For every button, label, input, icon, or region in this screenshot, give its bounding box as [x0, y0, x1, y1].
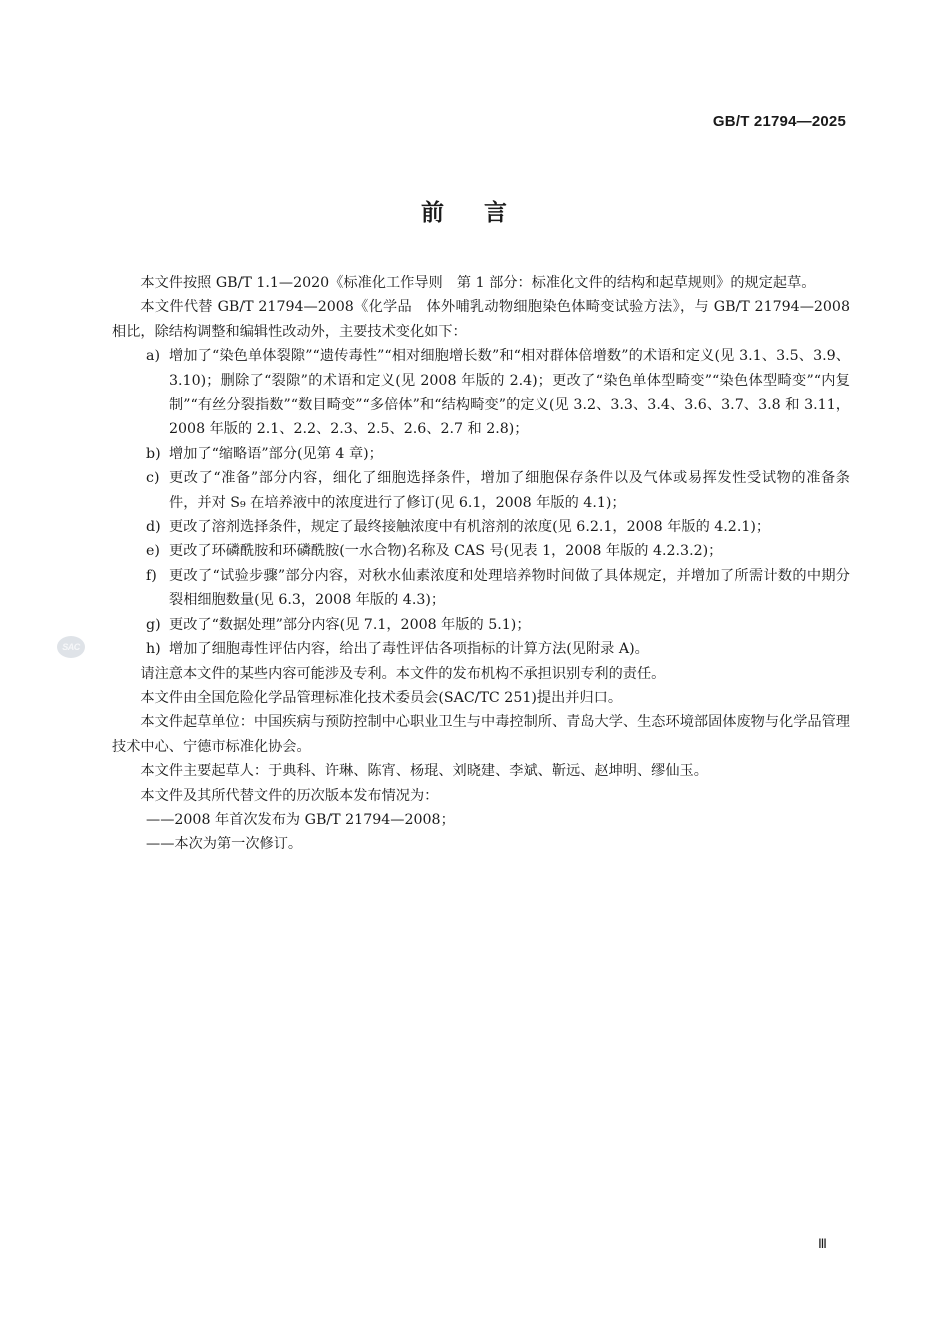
list-item: [112, 613, 850, 637]
list-item-label: e): [146, 543, 160, 560]
history-item: ——本次为第一次修订。: [146, 836, 303, 853]
foreword-body: [112, 271, 850, 857]
list-item: [112, 539, 850, 563]
list-item: [112, 344, 850, 442]
paragraph-patent-notice: 请注意本文件的某些内容可能涉及专利。本文件的发布机构不承担识别专利的责任。: [140, 665, 666, 682]
list-item-label: g): [146, 616, 161, 633]
list-item-label: h): [146, 641, 161, 658]
list-item-text: 增加了“染色单体裂隙”“遗传毒性”“相对细胞增长数”和“相对群体倍增数”的术语和定义(见 3.1、3.5、3.9、3.10)；删除了“裂隙”的术语和定义(见 2008 年版的 2.4)；更改了“染色单体型畸变”“染色体型畸变”“内复制”“有丝分裂指数”“数目畸变”“多倍体”和“结构畸变”的定义(见 3.2、3.3、3.4、3.6、3.7、3.8 和 3.11，2008 年版的 2.1、2.2、2.3、2.5、2.6、2.7 和 2.8)；: [169, 348, 850, 438]
list-item-text: 增加了“缩略语”部分(见第 4 章)；: [169, 445, 383, 462]
paragraph-proposer: 本文件由全国危险化学品管理标准化技术委员会(SAC/TC 251)提出并归口。: [140, 689, 623, 706]
page-number: Ⅲ: [818, 1236, 827, 1251]
list-item-text: 增加了细胞毒性评估内容，给出了毒性评估各项指标的计算方法(见附录 A)。: [169, 641, 649, 658]
list-item: [112, 515, 850, 539]
list-item-label: c): [146, 470, 160, 487]
list-item-label: a): [146, 348, 160, 365]
paragraph-drafting-rules: 本文件按照 GB/T 1.1—2020《标准化工作导则 第 1 部分：标准化文件的结构和起草规则》的规定起草。: [140, 275, 816, 291]
list-item-label: d): [146, 519, 161, 536]
list-item-label: b): [146, 445, 161, 462]
list-item: [112, 637, 850, 661]
paragraph-replaces: 本文件代替 GB/T 21794—2008《化学品 体外哺乳动物细胞染色体畸变试验方法》，与 GB/T 21794—2008 相比，除结构调整和编辑性改动外，主要技术变化如下：: [112, 299, 850, 340]
paragraph-drafters: 本文件主要起草人：于典科、许琳、陈宵、杨琨、刘晓建、李斌、靳远、赵坤明、缪仙玉。: [140, 763, 708, 780]
list-item-text: 更改了溶剂选择条件，规定了最终接触浓度中有机溶剂的浓度(见 6.2.1，2008 年版的 4.2.1)；: [169, 519, 771, 536]
history-item: ——2008 年首次发布为 GB/T 21794—2008；: [146, 811, 455, 828]
list-item: [112, 564, 850, 613]
standard-number: GB/T 21794—2025: [712, 113, 846, 130]
list-item-text: 更改了“准备”部分内容，细化了细胞选择条件，增加了细胞保存条件以及气体或易挥发性受试物的准备条件，并对 S₉ 在培养液中的浓度进行了修订(见 6.1，2008 年版的 4.1)；: [169, 470, 850, 511]
list-item-text: 更改了环磷酰胺和环磷酰胺(一水合物)名称及 CAS 号(见表 1，2008 年版的 4.2.3.2)；: [169, 543, 723, 560]
list-item: [112, 466, 850, 515]
changes-list: [112, 344, 850, 661]
list-item-label: f): [146, 567, 157, 584]
sac-watermark-logo: SAC: [57, 636, 85, 658]
paragraph-drafting-units: 本文件起草单位：中国疾病与预防控制中心职业卫生与中毒控制所、青岛大学、生态环境部固体废物与化学品管理技术中心、宁德市标准化协会。: [112, 714, 850, 755]
paragraph-history-intro: 本文件及其所代替文件的历次版本发布情况为：: [140, 787, 439, 804]
page-title: 前言: [421, 200, 547, 226]
list-item-text: 更改了“数据处理”部分内容(见 7.1，2008 年版的 5.1)；: [169, 616, 531, 633]
list-item-text: 更改了“试验步骤”部分内容，对秋水仙素浓度和处理培养物时间做了具体规定，并增加了所需计数的中期分裂相细胞数量(见 6.3，2008 年版的 4.3)；: [169, 567, 850, 609]
list-item: [112, 442, 850, 466]
